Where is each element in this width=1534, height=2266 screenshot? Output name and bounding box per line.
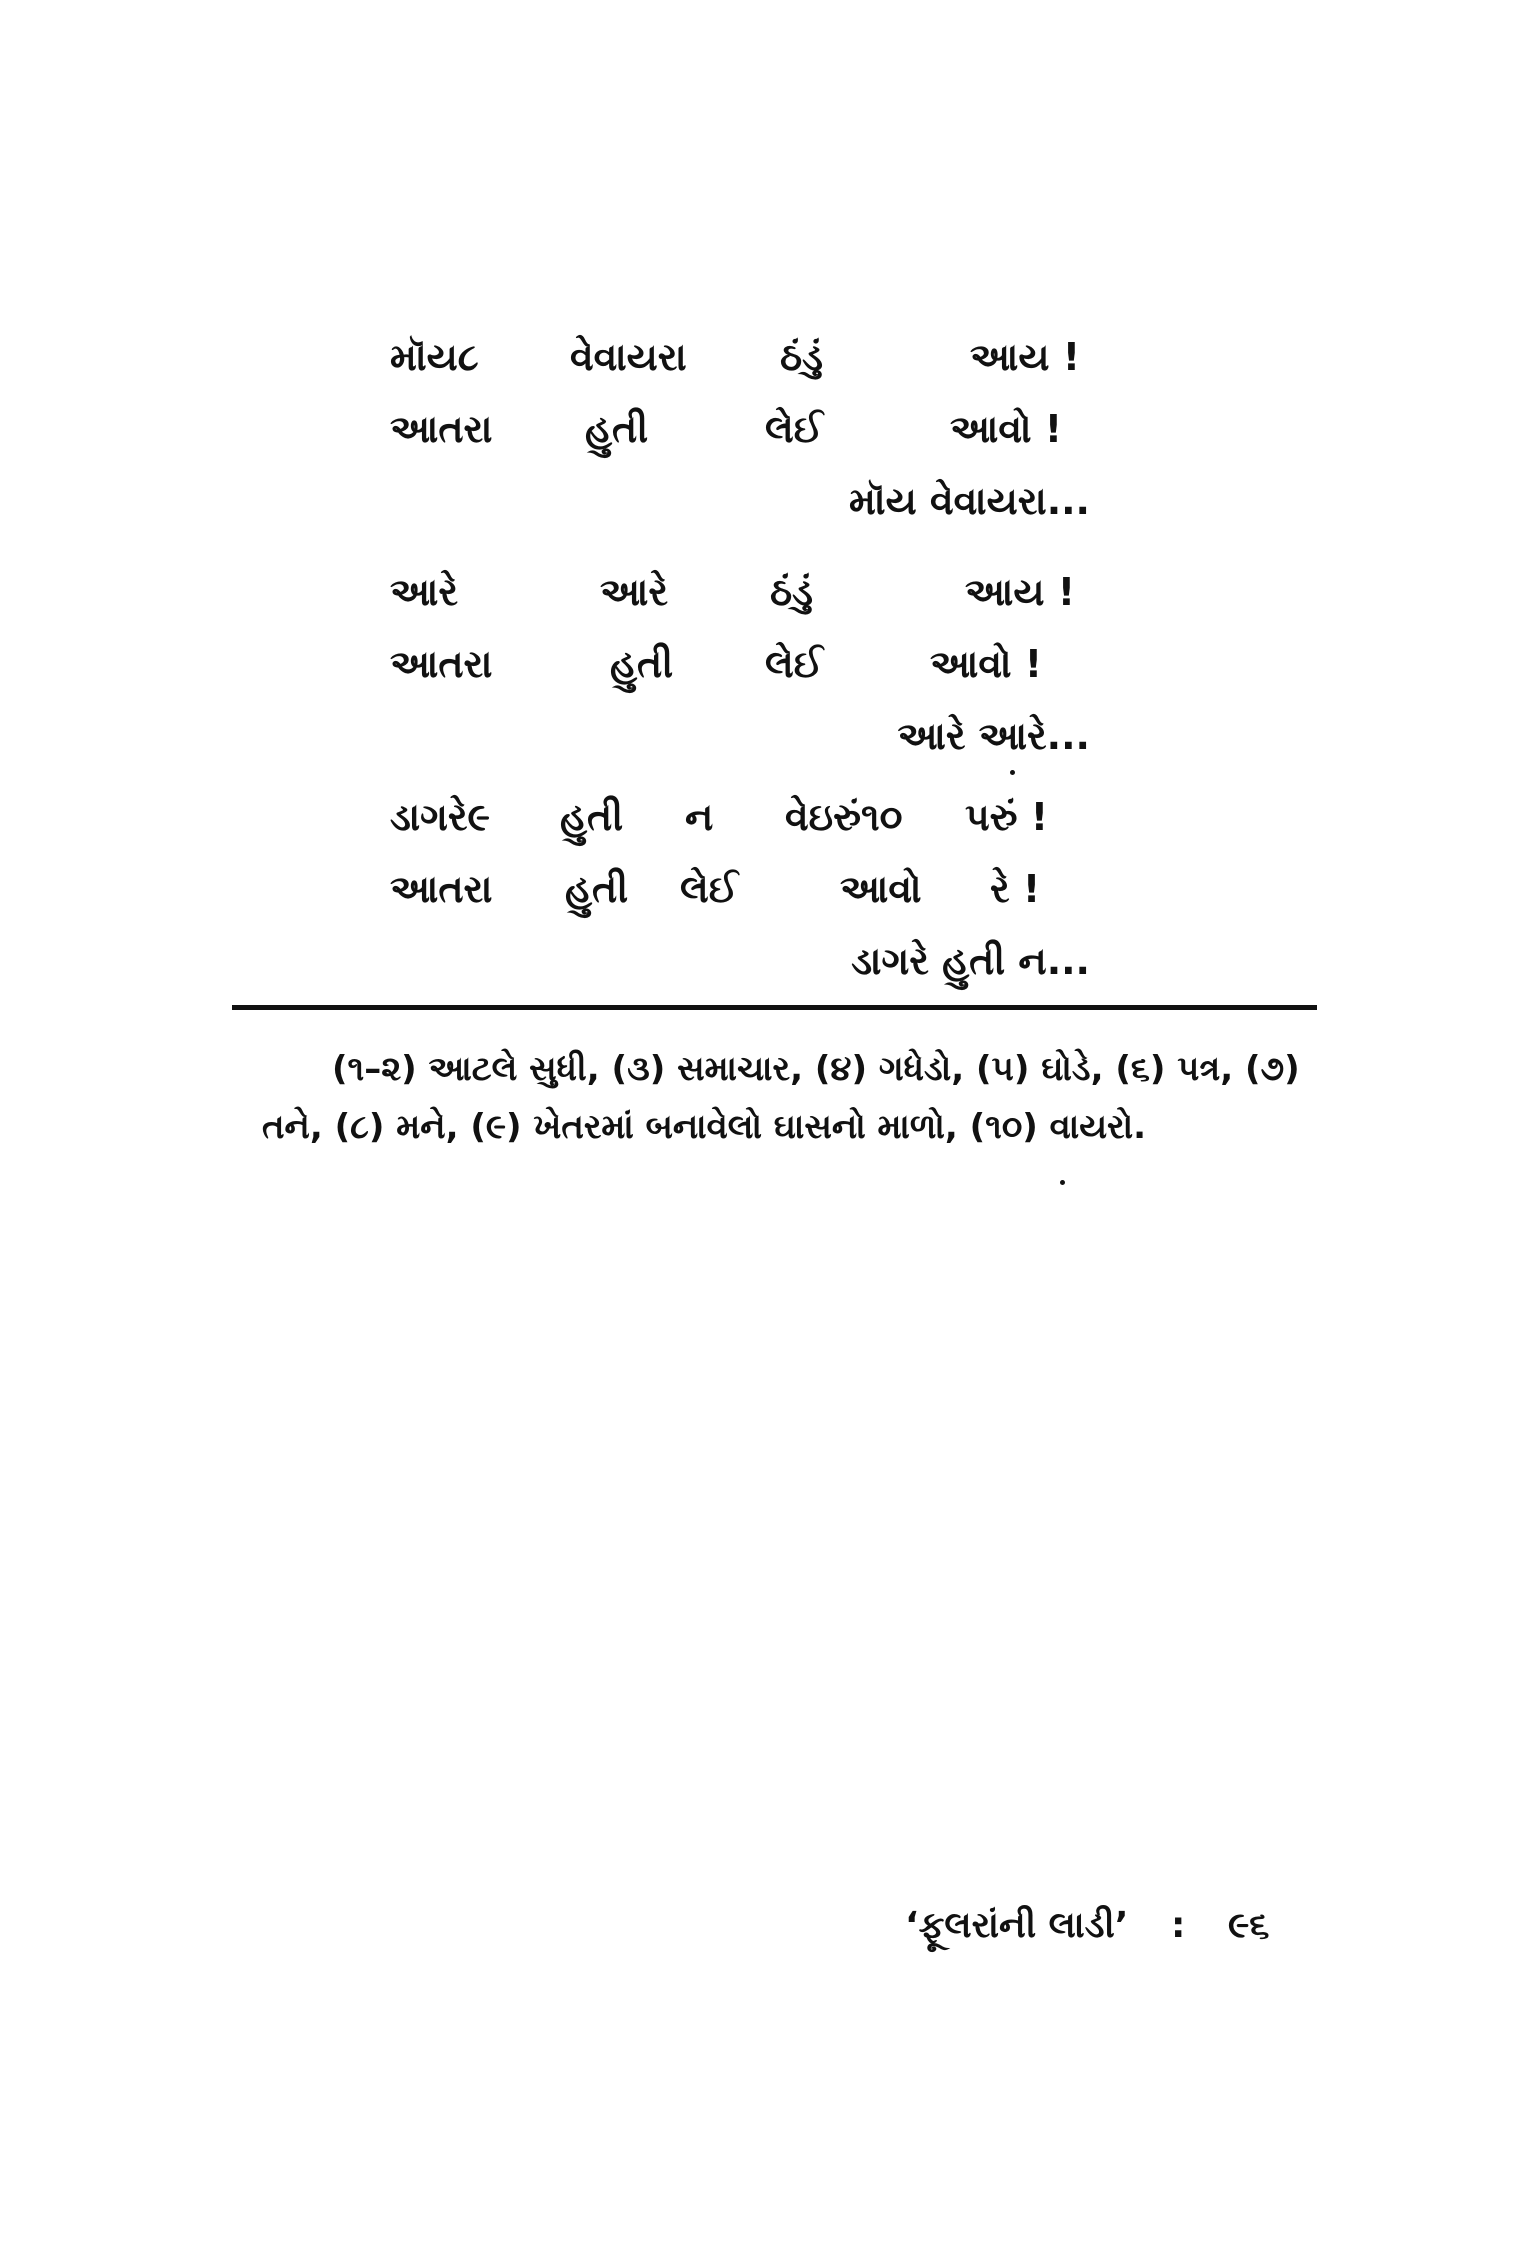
refrain-text: મૉય વેવાયરા... bbox=[848, 479, 1090, 523]
verse-word: આય ! bbox=[965, 570, 1076, 614]
verse-word: આવો ! bbox=[950, 407, 1063, 451]
ink-dot bbox=[1060, 1180, 1065, 1185]
verse-word: આતરા bbox=[390, 642, 493, 686]
verse-word: હુતી bbox=[560, 795, 624, 839]
verse-word: આતરા bbox=[390, 867, 493, 911]
stanza-1 bbox=[390, 335, 1090, 551]
book-title: ‘ફૂલરાંની લાડી’ bbox=[905, 1905, 1129, 1946]
refrain-line bbox=[390, 479, 1090, 551]
refrain-line bbox=[390, 714, 1090, 786]
verse-word: વેઇરું૧૦ bbox=[785, 795, 903, 839]
verse-word: લેઈ bbox=[765, 642, 824, 686]
verse-word: આતરા bbox=[390, 407, 493, 451]
verse-word: પરું ! bbox=[965, 795, 1049, 839]
refrain-text: આરે આરે... bbox=[897, 714, 1090, 758]
verse-word: ઠંડું bbox=[770, 570, 813, 614]
stanza-2 bbox=[390, 570, 1090, 786]
page-footer bbox=[905, 1905, 1269, 1947]
verse-word: આવો bbox=[840, 867, 922, 911]
verse-word: હુતી bbox=[585, 407, 649, 451]
verse-word: રે ! bbox=[990, 867, 1041, 911]
verse-line bbox=[390, 795, 1090, 867]
footer-separator: : bbox=[1171, 1905, 1186, 1946]
page-number: ૯૬ bbox=[1227, 1905, 1270, 1946]
ink-dot bbox=[1010, 770, 1015, 775]
verse-word: આવો ! bbox=[930, 642, 1043, 686]
verse-word: ન bbox=[685, 795, 714, 839]
refrain-line bbox=[390, 939, 1090, 1011]
verse-word: મૉય૮ bbox=[390, 335, 479, 379]
verse-word: હુતી bbox=[565, 867, 629, 911]
verse-word: આરે bbox=[390, 570, 458, 614]
verse-word: લેઈ bbox=[680, 867, 739, 911]
verse-line bbox=[390, 642, 1090, 714]
stanza-3 bbox=[390, 795, 1090, 1011]
verse-word: ઠંડું bbox=[780, 335, 823, 379]
footnotes: (૧–૨) આટલે સુધી, (૩) સમાચાર, (૪) ગધેડો, (૫) ઘોડે, (૬) પત્ર, (૭) તને, (૮) મને, (૯) ખેતરમાં બનાવેલો ઘાસનો માળો, (૧૦) વાયરો. bbox=[262, 1049, 1300, 1147]
verse-word: લેઈ bbox=[765, 407, 824, 451]
verse-word: આરે bbox=[600, 570, 668, 614]
verse-line bbox=[390, 570, 1090, 642]
verse-word: હુતી bbox=[610, 642, 674, 686]
verse-line bbox=[390, 335, 1090, 407]
verse-word: વેવાયરા bbox=[570, 335, 687, 379]
verse-line bbox=[390, 867, 1090, 939]
verse-word: આય ! bbox=[970, 335, 1081, 379]
verse-word: ડાગરે૯ bbox=[390, 795, 491, 839]
footnote-divider bbox=[232, 1005, 1317, 1010]
verse-line bbox=[390, 407, 1090, 479]
refrain-text: ડાગરે હુતી ન... bbox=[851, 939, 1090, 983]
